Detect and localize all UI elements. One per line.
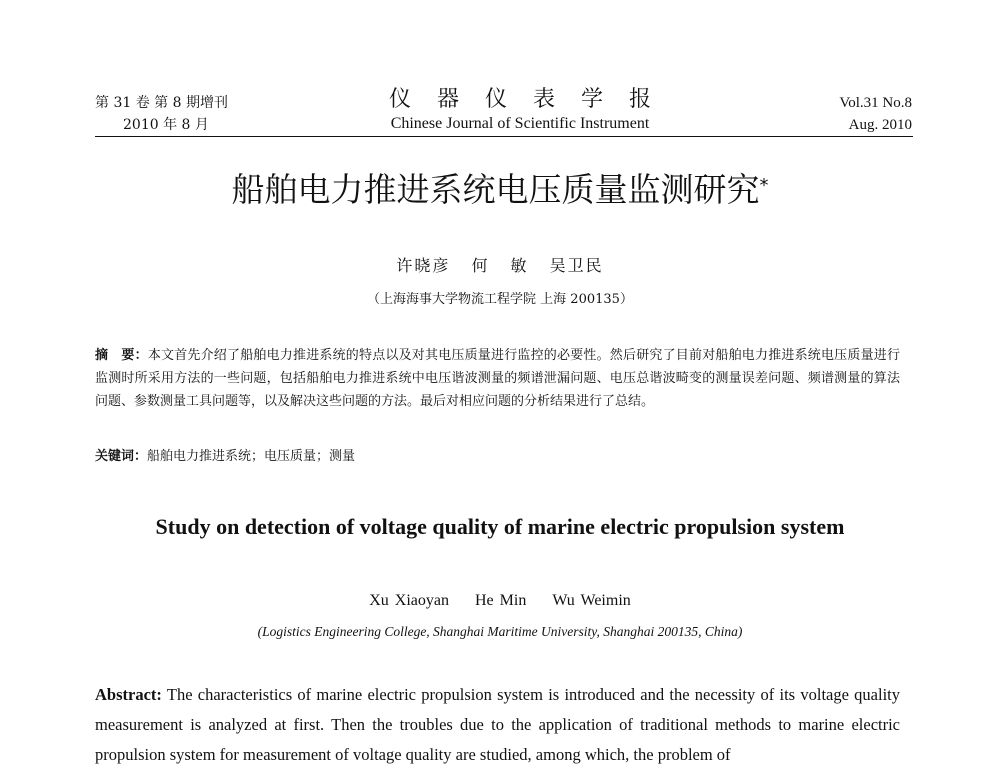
affiliation-en: (Logistics Engineering College, Shanghai Maritime University, Shanghai 200135, China) [257,624,743,639]
footnote-mark: * [759,175,769,196]
journal-name-en: Chinese Journal of Scientific Instrument [390,115,650,132]
affiliation-cn: （上海海事大学物流工程学院 上海 200135） [367,292,633,307]
keywords-cn-text: 船舶电力推进系统；电压质量；测量 [147,449,356,464]
volume-issue: 第 31 卷 第 8 期增刊 [95,95,228,111]
paper-title-cn-text: 船舶电力推进系统电压质量监测研究 [231,170,760,209]
abstract-cn-label: 摘 要： [95,348,148,363]
header-rule [95,136,913,137]
abstract-cn-text: 本文首先介绍了船舶电力推进系统的特点以及对其电压质量进行监控的必要性。然后研究了目前对船舶电力推进系统电压质量进行监测时所采用方法的一些问题，包括船舶电力推进系统中电压谐波测量的频谱泄漏问题、电压总谐波畸变的测量误差问题、频谱测量的算法问题、参数测量工具问题等，以及解决这些问题的方法。最后对相应问题的分析结果进行了总结。 [95,348,900,409]
abstract-en-label: Abstract: [95,685,162,704]
author-en: He Min [475,592,527,609]
paper-title-cn [0,168,1000,212]
keywords-cn-label: 关键词： [95,449,148,464]
paper-title-en: Study on detection of voltage quality of marine electric propulsion system [155,514,845,539]
abstract-en [95,680,900,770]
issue-date-en: Aug. 2010 [848,117,912,133]
journal-name [360,86,680,134]
author-en: Xu Xiaoyan [369,592,449,609]
issue-info [95,92,228,136]
authors-en [0,592,1000,610]
keywords-cn [95,447,900,467]
author-en: Wu Weimin [552,592,631,609]
abstract-en-text: The characteristics of marine electric propulsion system is introduced and the necessity of its voltage quality measurement is analyzed at first. Then the troubles due to the application of traditional methods to marine electric propulsion system for measurement of voltage quality are studied, among which, the problem of [95,685,901,764]
abstract-cn [95,344,900,413]
volume-issue-en: Vol.31 No.8 [839,95,912,111]
issue-info-en [839,92,912,136]
authors-cn: 许晓彦 何 敏 吴卫民 [396,256,604,275]
journal-name-cn: 仪器仪表学报 [388,87,677,112]
issue-date: 2010 年 8 月 [123,117,209,133]
